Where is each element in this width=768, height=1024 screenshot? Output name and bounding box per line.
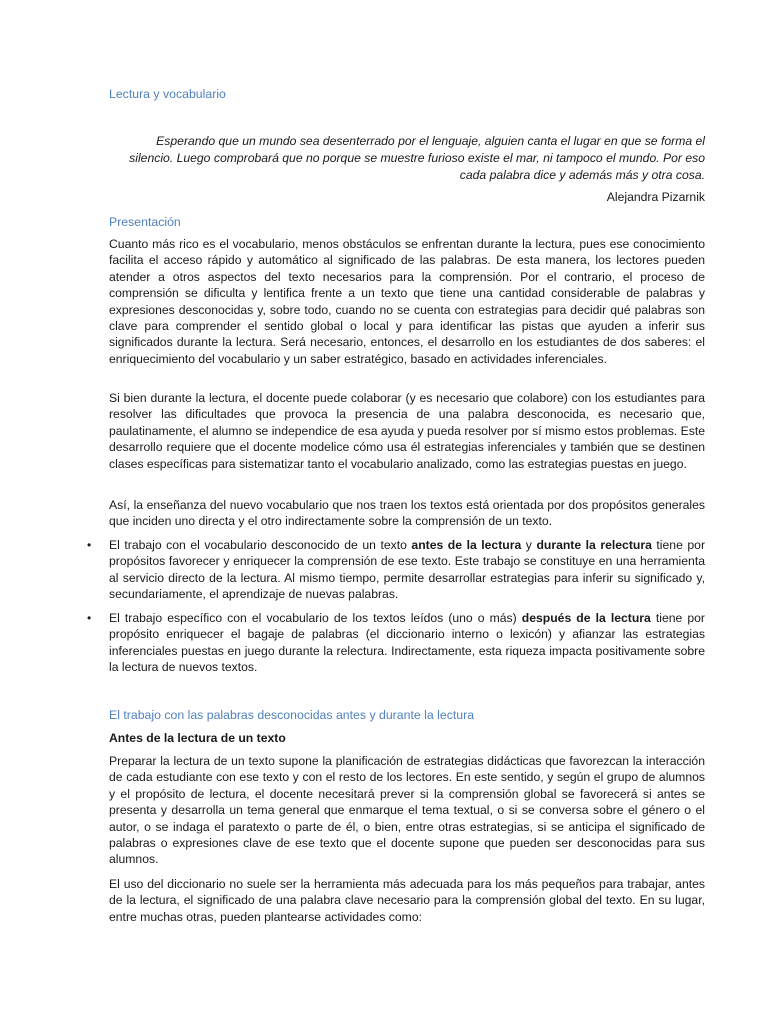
bullet-marker: • [87, 538, 92, 552]
bullet-1-text-c: tiene por propósitos favorecer y enriquecer la comprensión de ese texto. Este trabajo se constituye en una herramienta al servicio directo de la lectura. Al mismo tiempo, permite desarrollar estrategias para inferir su significado y, secundariamente, el aprendizaje de nuevas palabras. [109, 538, 706, 602]
bullet-1-bold-durante: durante la relectura [536, 538, 652, 552]
document-title: Lectura y vocabulario [109, 87, 226, 101]
epigraph-author: Alejandra Pizarnik [606, 190, 705, 204]
paragraph-presentacion-2: Si bien durante la lectura, el docente puede colaborar (y es necesario que colabore) con los estudiantes para resolver las dificultades que provoca la presencia de una palabra desconocida, es necesario que, paulatinamente, el alumno se independice de esa ayuda y pueda resolver por sí mismo estos problemas. Este desarrollo requiere que el docente modelice cómo usa él estrategias inferenciales y también que se destinen clases específicas para sistematizar tanto el vocabulario analizado, como las estrategias puestas en juego. [109, 391, 705, 471]
paragraph-seccion2-2: El uso del diccionario no suele ser la herramienta más adecuada para los más pequeños para trabajar, antes de la lectura, el significado de una palabra clave necesario para la comprensión global del texto. En su lugar, entre muchas otras, pueden plantearse actividades como: [109, 877, 705, 924]
bullet-item-1 [109, 537, 705, 603]
bullet-1-text-b: y [521, 538, 537, 552]
section-heading-presentacion: Presentación [109, 215, 181, 229]
bullet-2-text-c: tiene por propósito enriquecer el bagaje de palabras (el diccionario interno o lexicón) y afianzar las estrategias inferenciales puestas en juego durante la relectura. Indirectamente, esta riqueza impacta positivamente sobre la lectura de nuevos textos. [109, 611, 705, 675]
paragraph-presentacion-3: Así, la enseñanza del nuevo vocabulario que nos traen los textos está orientada por dos propósitos generales que inciden uno directa y el otro indirectamente sobre la comprensión de un texto. [109, 498, 705, 529]
bullet-2-bold-despues: después de la lectura [521, 611, 651, 625]
section-heading-trabajo: El trabajo con las palabras desconocidas antes y durante la lectura [109, 708, 475, 722]
bullet-item-2 [109, 610, 705, 676]
bullet-2-text-a: El trabajo específico con el vocabulario de los textos leídos (uno o más) [109, 611, 522, 625]
paragraph-presentacion-1: Cuanto más rico es el vocabulario, menos obstáculos se enfrentan durante la lectura, pues ese conocimiento facilita el acceso rápido y automático al significado de las palabras. De esta manera, los lectores pueden atender a otros aspectos del texto necesarios para la comprensión. Por el contrario, el proceso de comprensión se dificulta y lentifica frente a un texto que tiene una cantidad considerable de palabras y expresiones desconocidas y, sobre todo, cuando no se cuenta con estrategias para decidir qué palabras son clave para comprender el sentido global o local y para identificar las pistas que ayuden a inferir sus significados durante la lectura. Será necesario, entonces, el desarrollo en los estudiantes de dos saberes: el enriquecimiento del vocabulario y un saber estratégico, basado en actividades inferenciales. [109, 237, 705, 366]
bullet-marker: • [87, 611, 92, 625]
bullet-1-bold-antes: antes de la lectura [411, 538, 522, 552]
epigraph-quote: Esperando que un mundo sea desenterrado por el lenguaje, alguien canta el lugar en que se forma el silencio. Luego comprobará que no porque se muestre furioso existe el mar, ni tampoco el mundo. Por eso cada palabra dice y además más y otra cosa. [129, 134, 705, 182]
bullet-1-text-a: El trabajo con el vocabulario desconocido de un texto [109, 538, 412, 552]
subheading-antes-lectura: Antes de la lectura de un texto [109, 731, 286, 745]
paragraph-seccion2-1: Preparar la lectura de un texto supone la planificación de estrategias didácticas que favorezcan la interacción de cada estudiante con ese texto y con el resto de los lectores. En este sentido, y según el grupo de alumnos y el propósito de lectura, el docente necesitará prever si la comprensión global se favorecerá si antes se presenta y desarrolla un tema general que enmarque el tema textual, o si se conversa sobre el género o el autor, o se indaga el paratexto o parte de él, o bien, entre otras estrategias, si se anticipa el significado de palabras o expresiones clave de ese texto que el docente supone que pueden ser desconocidas para sus alumnos. [109, 754, 705, 867]
